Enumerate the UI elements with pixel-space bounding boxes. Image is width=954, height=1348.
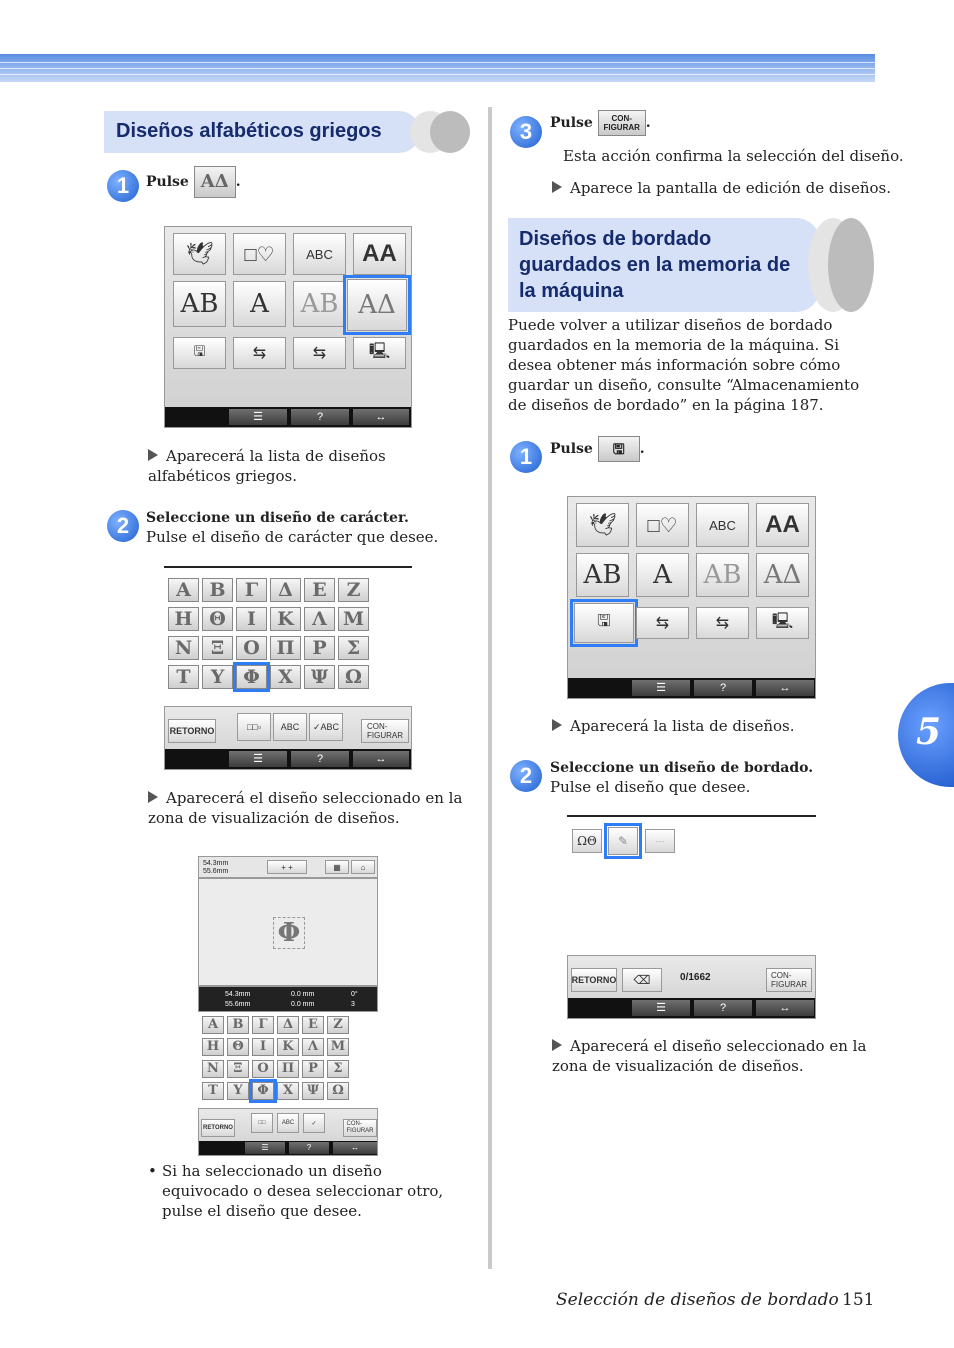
settings-icon[interactable]: ↔ — [756, 680, 814, 696]
frame-pattern-tile[interactable]: □♡ — [233, 233, 286, 275]
list-icon[interactable]: ☰ — [632, 1000, 690, 1016]
frame-pattern-tile[interactable]: □♡ — [636, 503, 689, 547]
step1-instruction — [550, 436, 645, 462]
greek-letter-button[interactable]: Δ — [270, 578, 301, 602]
greek-letter-button[interactable]: Ν — [168, 636, 199, 660]
greek-letter-button[interactable]: Γ — [236, 578, 267, 602]
heading-swoosh — [420, 111, 472, 153]
settings-icon[interactable]: ↔ — [756, 1000, 814, 1016]
delete-button[interactable]: ⌫ — [622, 968, 662, 992]
list-icon[interactable]: ☰ — [229, 409, 287, 425]
step2-body: Pulse el diseño de carácter que desee. — [146, 528, 439, 546]
period: . — [639, 441, 645, 457]
greek-letter-button[interactable]: Α — [168, 578, 199, 602]
usb-tile[interactable]: ⇆ — [636, 607, 689, 639]
period: . — [645, 115, 651, 131]
greek-letter-button[interactable]: Ψ — [302, 1082, 324, 1100]
greek-toolbar — [164, 706, 412, 770]
chapter-number: 5 — [916, 711, 942, 753]
check-abc-button[interactable]: ✓ABC — [309, 713, 343, 741]
section-heading-memory — [508, 218, 820, 312]
monogram-tile[interactable]: ABC — [696, 503, 749, 547]
greek-letter-button[interactable]: Φ — [252, 1082, 274, 1100]
greek-letter-button[interactable]: Χ — [270, 665, 301, 689]
preview-toolbar — [198, 1108, 378, 1156]
step3-result — [552, 178, 891, 198]
section-title: Diseños de bordado guardados en la memoria de la máquina — [519, 228, 791, 302]
running-title: Selección de diseños de bordado — [556, 1290, 839, 1310]
greek-letter-button[interactable]: Φ — [236, 665, 267, 689]
step-number-2: 2 — [510, 760, 542, 792]
memory-used: 0 — [680, 972, 686, 983]
retorno-button[interactable]: RETORNO — [571, 968, 617, 992]
greek-letter-button[interactable]: Ξ — [202, 636, 233, 660]
header-band — [0, 54, 875, 82]
info-offset-x: 0.0 mm — [291, 991, 315, 998]
step-number-2: 2 — [107, 510, 139, 542]
greek-letter-button[interactable]: Π — [277, 1060, 299, 1078]
retorno-button[interactable]: RETORNO — [168, 719, 216, 743]
arc-button[interactable]: ABC — [277, 1113, 299, 1133]
settings-icon[interactable]: ↔ — [353, 751, 409, 767]
script-alphabet-tile[interactable]: AB — [173, 281, 226, 327]
help-icon[interactable]: ? — [291, 409, 349, 425]
size-readout — [203, 860, 228, 876]
info-offset-y: 0.0 mm — [291, 1001, 315, 1008]
screen-top-line — [567, 815, 816, 817]
help-icon[interactable]: ? — [291, 751, 349, 767]
column-divider — [488, 107, 492, 1269]
greek-grid — [168, 578, 380, 698]
section-title: Diseños alfabéticos griegos — [116, 120, 382, 142]
greek-letter-button[interactable]: Η — [202, 1038, 224, 1056]
greek-letter-button[interactable]: Χ — [277, 1082, 299, 1100]
size-height: 55.6mm — [203, 868, 229, 875]
greek-alphabet-button[interactable]: ΑΔ — [194, 166, 236, 198]
memory-list-screen — [567, 815, 816, 1019]
result1-text — [148, 446, 468, 486]
section-heading-greek — [104, 111, 420, 153]
result2-label: Aparecerá el diseño seleccionado en la zona de visualización de diseños. — [552, 1037, 867, 1075]
screen-top-line — [164, 566, 412, 568]
greek-letter-button[interactable]: Λ — [304, 607, 335, 631]
configurar-button[interactable]: CON- FIGURAR — [343, 1119, 377, 1137]
greek-letter-button[interactable]: Υ — [202, 665, 233, 689]
greek-letter-button[interactable]: Τ — [202, 1082, 224, 1100]
note-label: Si ha seleccionado un diseño equivocado o desea seleccionar otro, pulse el diseño que desee. — [162, 1162, 444, 1220]
bottom-bar — [568, 678, 815, 698]
step-number-3: 3 — [510, 116, 542, 148]
step-number-1: 1 — [510, 441, 542, 473]
alphabet-tile[interactable]: AA — [756, 503, 809, 547]
greek-letter-button[interactable]: Λ — [302, 1038, 324, 1056]
pulse-label: Pulse — [146, 174, 189, 190]
usb-mouse-tile[interactable]: ⇆ — [696, 607, 749, 639]
greek-letter-button[interactable]: Η — [168, 607, 199, 631]
ornate-alphabet-tile[interactable]: A — [636, 553, 689, 597]
bottom-bar — [165, 407, 411, 427]
greek-letter-button[interactable]: Θ — [227, 1038, 249, 1056]
usb-mouse-tile[interactable]: ⇆ — [293, 337, 346, 369]
greek-letter-button[interactable]: Μ — [327, 1038, 349, 1056]
configurar-button[interactable]: CON- FIGURAR — [598, 110, 646, 136]
step2-body: Pulse el diseño que desee. — [550, 778, 751, 796]
configurar-button[interactable]: CON- FIGURAR — [766, 968, 812, 992]
pulse-label: Pulse — [550, 441, 593, 457]
result1-label: Aparecerá la lista de diseños. — [570, 717, 795, 735]
greek-letter-button[interactable]: Β — [227, 1016, 249, 1034]
step3-body: Esta acción confirma la selección del diseño. — [563, 147, 904, 165]
outline-alphabet-tile[interactable]: AB — [293, 281, 346, 327]
greek-letter-button[interactable]: Ι — [252, 1038, 274, 1056]
outline-alphabet-tile[interactable]: AB — [696, 553, 749, 597]
saved-design-dots[interactable]: ··· — [645, 829, 675, 853]
machine-memory-button[interactable]: 🖫 — [598, 436, 640, 462]
bottom-bar — [199, 1141, 377, 1155]
memory-toolbar — [567, 955, 816, 1019]
alphabet-tile[interactable]: AA — [353, 233, 406, 275]
ornate-alphabet-tile[interactable]: A — [233, 281, 286, 327]
check-abc-button[interactable]: ✓ — [303, 1113, 325, 1133]
greek-letter-button[interactable]: Σ — [327, 1060, 349, 1078]
page-number: 151 — [842, 1290, 875, 1310]
greek-letter-button[interactable]: Δ — [277, 1016, 299, 1034]
preview-info — [198, 986, 378, 1012]
greek-letter-button[interactable]: Π — [270, 636, 301, 660]
script-alphabet-tile[interactable]: AB — [576, 553, 629, 597]
help-icon[interactable]: ? — [289, 1142, 329, 1154]
image-button[interactable]: ▦ — [325, 860, 349, 874]
selected-glyph-preview: Φ — [273, 917, 305, 949]
usb-tile[interactable]: ⇆ — [233, 337, 286, 369]
greek-letter-button[interactable]: Ε — [302, 1016, 324, 1034]
greek-letter-button[interactable]: Τ — [168, 665, 199, 689]
saved-design-omega[interactable]: ΩΘ — [572, 829, 602, 853]
computer-tile[interactable]: 🖳 — [353, 337, 406, 369]
pulse-label: Pulse — [550, 115, 593, 131]
heading-swoosh — [818, 218, 876, 312]
step2-title: Seleccione un diseño de carácter. — [146, 510, 409, 526]
greek-grid-small — [202, 1016, 352, 1106]
retorno-button[interactable]: RETORNO — [201, 1119, 235, 1137]
greek-letter-screen — [164, 566, 412, 770]
spacing-button[interactable]: □□ — [251, 1113, 273, 1133]
bottom-bar — [568, 998, 815, 1018]
greek-letter-button[interactable]: Ω — [327, 1082, 349, 1100]
list-icon[interactable]: ☰ — [632, 680, 690, 696]
spacing-button[interactable]: □□▫ — [237, 713, 271, 741]
step-number-1: 1 — [107, 170, 139, 202]
memory-total: 1662 — [688, 972, 711, 983]
machine-memory-tile[interactable]: 🖫 — [173, 337, 226, 369]
preview-area — [198, 878, 378, 986]
result2-label: Aparecerá el diseño seleccionado en la zona de visualización de diseños. — [148, 789, 463, 827]
computer-tile[interactable]: 🖳 — [756, 607, 809, 639]
greek-letter-button[interactable]: Θ — [202, 607, 233, 631]
size-width: 54.3mm — [203, 860, 229, 867]
arc-button[interactable]: ABC — [273, 713, 307, 741]
preview-screen — [198, 856, 378, 1156]
greek-letter-button[interactable]: Υ — [227, 1082, 249, 1100]
info-width: 54.3mm — [225, 991, 251, 998]
info-angle: 0° — [351, 991, 358, 998]
greek-letter-button[interactable]: Ρ — [302, 1060, 324, 1078]
step1-instruction — [146, 166, 241, 198]
help-icon[interactable]: ? — [694, 680, 752, 696]
step2-title: Seleccione un diseño de bordado. — [550, 760, 814, 776]
category-screen — [164, 226, 412, 428]
category-screen-memory — [567, 496, 816, 699]
period: . — [235, 174, 241, 190]
machine-memory-tile[interactable]: 🖫 — [574, 603, 634, 643]
greek-alphabet-tile[interactable]: ΑΔ — [756, 553, 809, 597]
settings-icon[interactable]: ↔ — [333, 1142, 377, 1154]
greek-letter-button[interactable]: Κ — [277, 1038, 299, 1056]
list-icon[interactable]: ☰ — [229, 751, 287, 767]
configurar-button[interactable]: CON- FIGURAR — [361, 719, 409, 743]
greek-letter-button[interactable]: Κ — [270, 607, 301, 631]
result1-text — [552, 716, 795, 736]
home-button[interactable]: ⌂ — [351, 860, 375, 874]
bottom-bar — [165, 749, 411, 769]
greek-letter-button[interactable]: Ξ — [227, 1060, 249, 1078]
greek-letter-button[interactable]: Ρ — [304, 636, 335, 660]
greek-letter-button[interactable]: Ι — [236, 607, 267, 631]
greek-alphabet-tile[interactable]: ΑΔ — [347, 279, 407, 331]
list-icon[interactable]: ☰ — [245, 1142, 285, 1154]
note-text: • Si ha seleccionado un diseño equivocado o desea seleccionar otro, pulse el diseño que desee. — [148, 1161, 470, 1221]
settings-icon[interactable]: ↔ — [353, 409, 409, 425]
section-intro: Puede volver a utilizar diseños de bordado guardados en la memoria de la máquina. Si desea obtener más información sobre cómo guardar un diseño, consulte “Almacenamiento de diseños de bordado” en la página 187. — [508, 316, 860, 414]
bird-pattern-tile[interactable]: 🕊 — [173, 233, 226, 275]
result1-label: Aparecerá la lista de diseños alfabéticos griegos. — [148, 447, 386, 485]
greek-letter-button[interactable]: Γ — [252, 1016, 274, 1034]
greek-letter-button[interactable]: Α — [202, 1016, 224, 1034]
step3-instruction — [550, 110, 651, 136]
greek-letter-button[interactable]: Σ — [338, 636, 369, 660]
greek-letter-button[interactable]: Μ — [338, 607, 369, 631]
greek-letter-button[interactable]: Ο — [252, 1060, 274, 1078]
memory-readout: 0/1662 — [680, 972, 711, 983]
bird-pattern-tile[interactable]: 🕊 — [576, 503, 629, 547]
chapter-tab — [898, 683, 954, 787]
greek-letter-button[interactable]: Ν — [202, 1060, 224, 1078]
greek-letter-button[interactable]: Ζ — [327, 1016, 349, 1034]
result2-text — [148, 788, 468, 828]
monogram-tile[interactable]: ABC — [293, 233, 346, 275]
saved-design-selected[interactable]: ✎ — [608, 827, 638, 855]
greek-letter-button[interactable]: Ζ — [338, 578, 369, 602]
greek-letter-button[interactable]: Ψ — [304, 665, 335, 689]
greek-letter-button[interactable]: Ε — [304, 578, 335, 602]
info-height: 55.6mm — [225, 1001, 251, 1008]
result2-text — [552, 1036, 874, 1076]
info-colors: 3 — [351, 1001, 355, 1008]
help-icon[interactable]: ? — [694, 1000, 752, 1016]
preview-header — [198, 856, 378, 878]
greek-letter-button[interactable]: Ο — [236, 636, 267, 660]
zoom-button[interactable]: + + — [267, 860, 307, 874]
greek-letter-button[interactable]: Ω — [338, 665, 369, 689]
greek-letter-button[interactable]: Β — [202, 578, 233, 602]
step3-result-label: Aparece la pantalla de edición de diseños. — [570, 179, 892, 197]
